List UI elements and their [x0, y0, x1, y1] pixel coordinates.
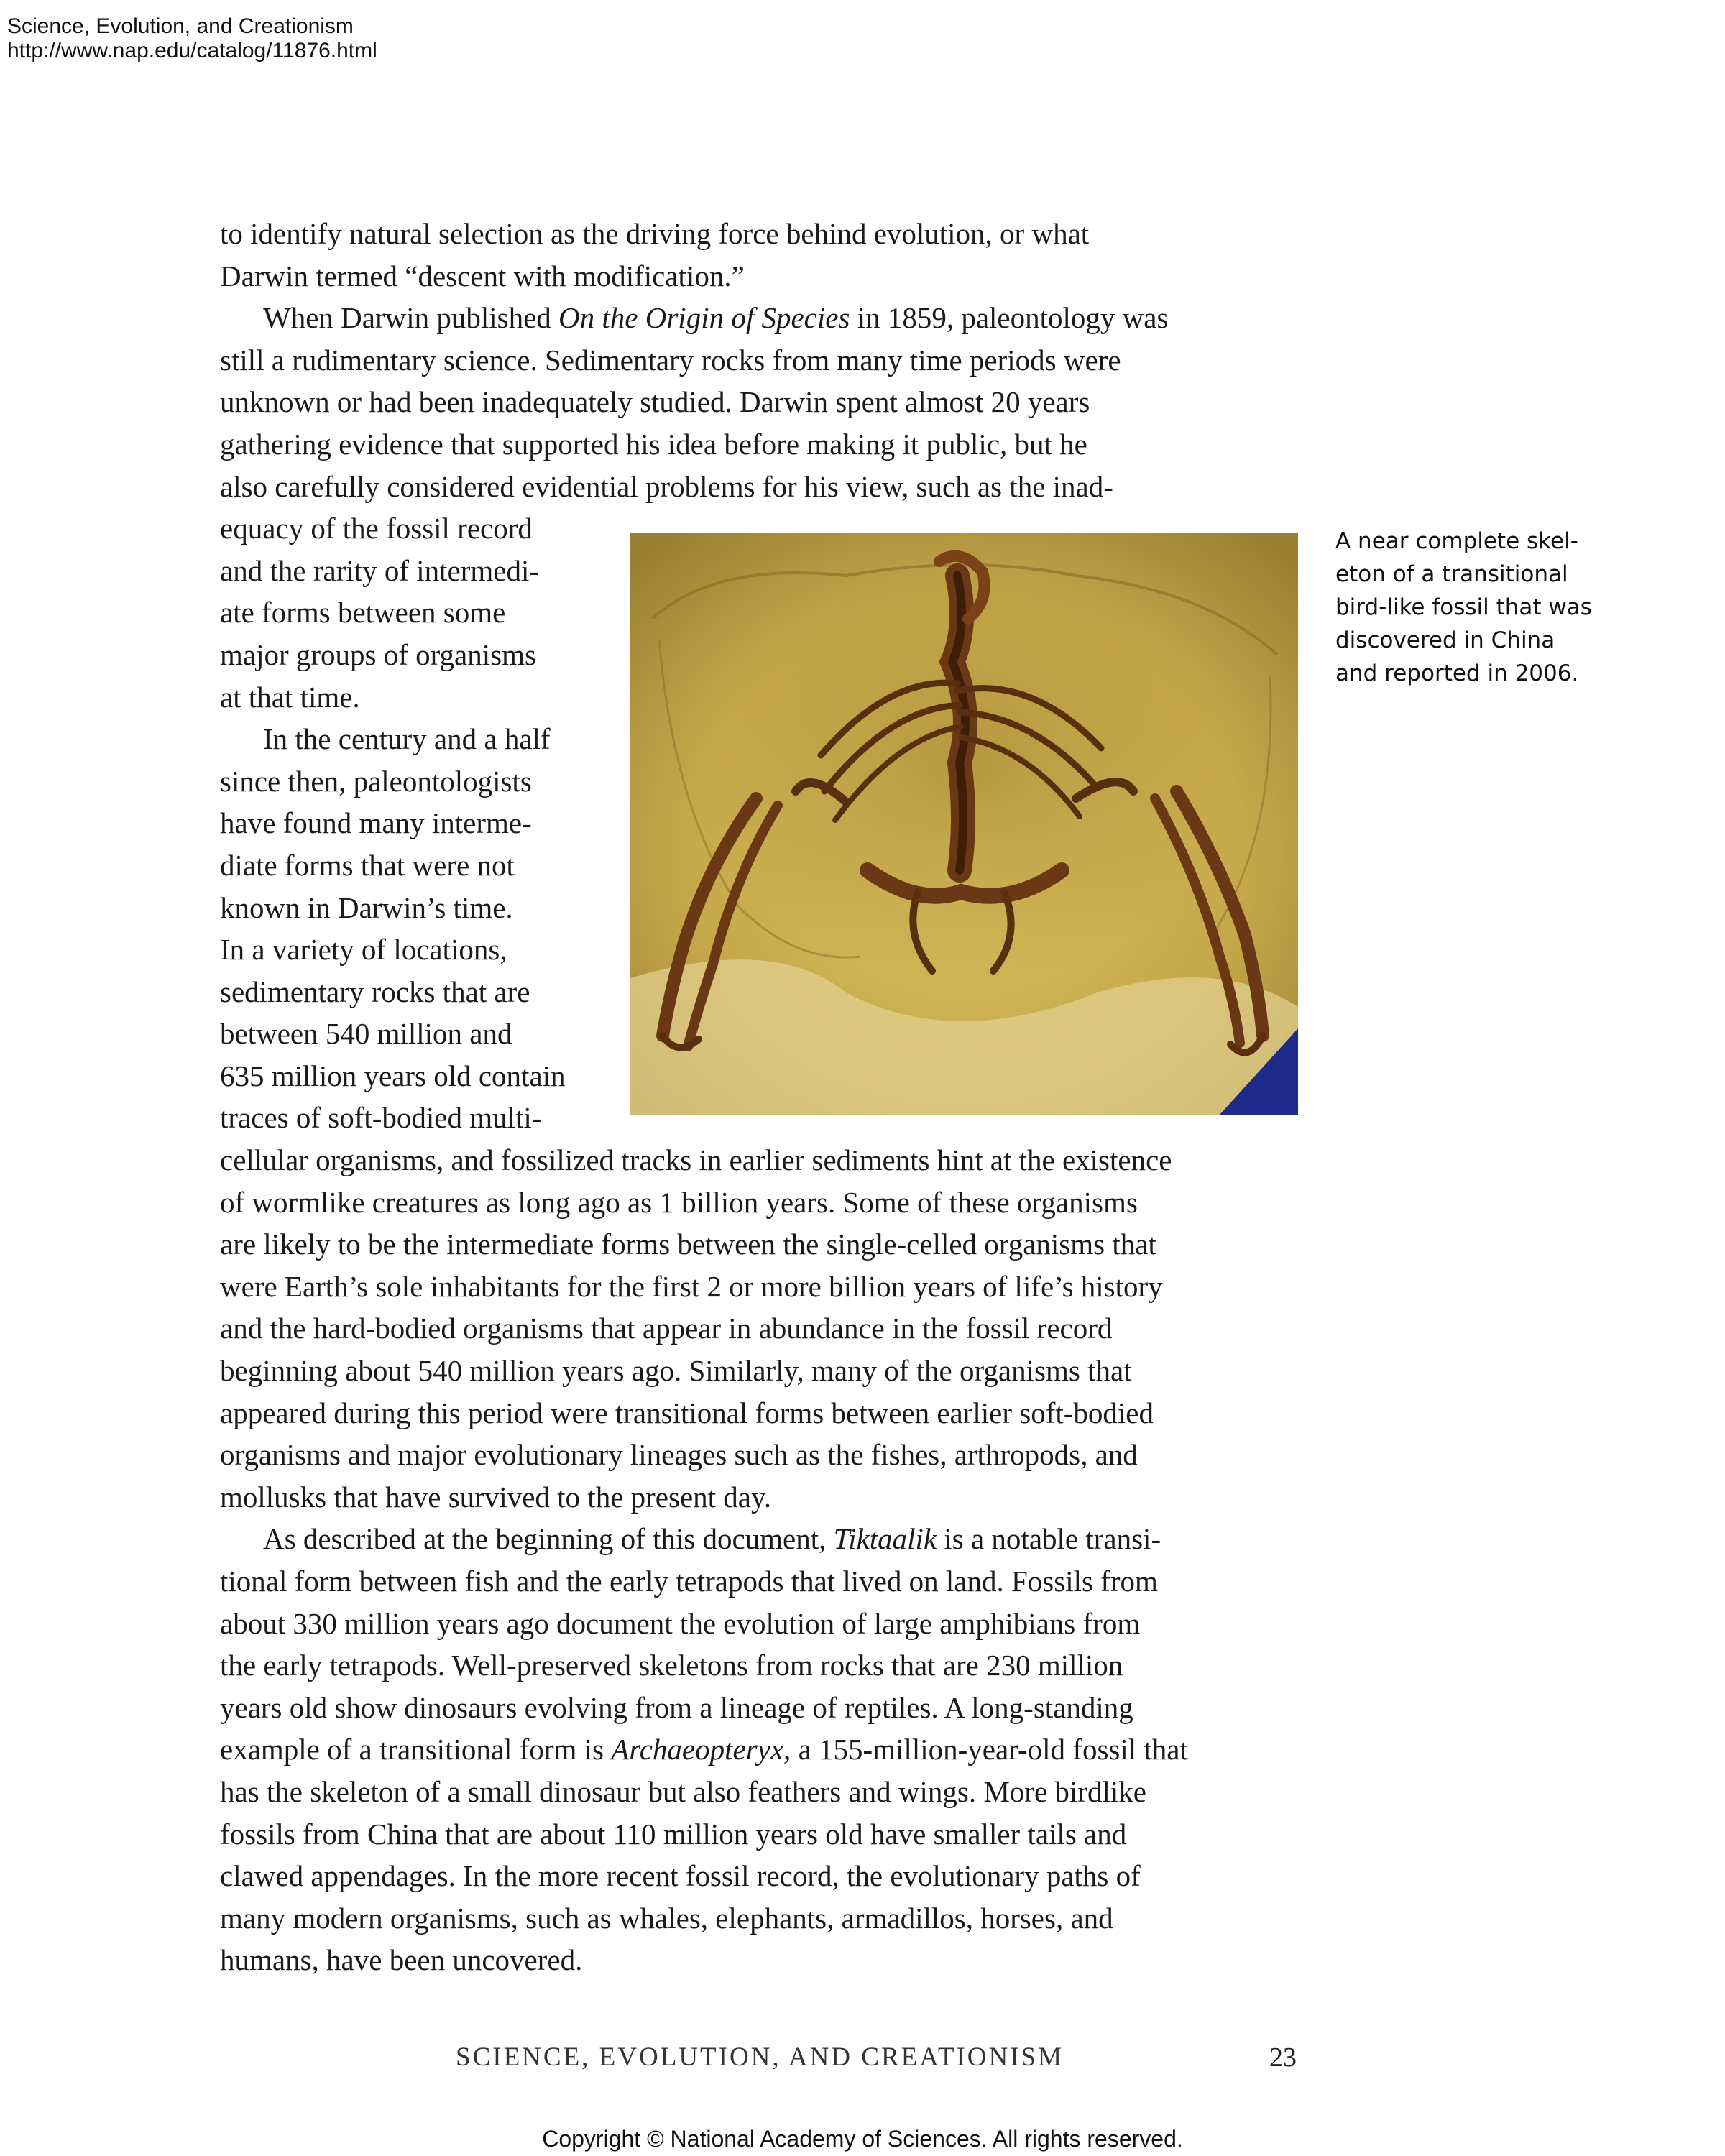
genus-name: Tiktaalik — [833, 1522, 937, 1556]
text-line: have found many interme- — [220, 806, 532, 840]
caption-line: and reported in 2006. — [1335, 660, 1579, 686]
text-line: are likely to be the intermediate forms between the single-celled organisms that — [220, 1227, 1156, 1261]
text-line: of wormlike creatures as long ago as 1 billion years. Some of these organisms — [220, 1185, 1138, 1219]
text-line: fossils from China that are about 110 million years old have smaller tails and — [220, 1817, 1127, 1851]
text-line: diate forms that were not — [220, 848, 515, 882]
book-title: On the Origin of Species — [558, 301, 850, 335]
text-line: the early tetrapods. Well-preserved skeletons from rocks that are 230 million — [220, 1649, 1123, 1682]
header-title: Science, Evolution, and Creationism — [7, 14, 354, 38]
text-line: has the skeleton of a small dinosaur but also feathers and wings. More birdlike — [220, 1774, 1146, 1808]
text-line: traces of soft-bodied multi- — [220, 1101, 542, 1135]
header-url[interactable]: http://www.nap.edu/catalog/11876.html — [7, 39, 377, 63]
text-line: mollusks that have survived to the present day. — [220, 1480, 772, 1514]
copyright-notice: Copyright © National Academy of Sciences. All rights reserved. — [542, 2126, 1183, 2152]
caption-line: bird-like fossil that was — [1335, 594, 1592, 620]
fossil-bird-icon — [630, 533, 1298, 1115]
text-line: Darwin termed “descent with modification.” — [220, 259, 745, 292]
text-line: since then, paleontologists — [220, 764, 532, 798]
text-line: unknown or had been inadequately studied. Darwin spent almost 20 years — [220, 385, 1090, 419]
text-line: As described at the beginning of this document, Tiktaalik is a notable transi- — [263, 1522, 1162, 1556]
text-line: and the hard-bodied organisms that appear in abundance in the fossil record — [220, 1312, 1113, 1345]
text-line: In a variety of locations, — [220, 933, 507, 967]
text-line: at that time. — [220, 680, 360, 714]
text-line: between 540 million and — [220, 1017, 512, 1051]
text-line: still a rudimentary science. Sedimentary rocks from many time periods were — [220, 343, 1121, 377]
genus-name: Archaeopteryx, — [611, 1733, 791, 1766]
text-line: example of a transitional form is Archaeopteryx, a 155-million-year-old fossil that — [220, 1733, 1188, 1766]
text-line: tional form between fish and the early tetrapods that lived on land. Fossils from — [220, 1565, 1158, 1598]
text-line: cellular organisms, and fossilized tracks in earlier sediments hint at the existence — [220, 1143, 1172, 1177]
fossil-photo — [630, 533, 1298, 1115]
text-line: clawed appendages. In the more recent fossil record, the evolutionary paths of — [220, 1859, 1141, 1893]
running-header — [7, 14, 377, 63]
text-line: also carefully considered evidential problems for his view, such as the inad- — [220, 469, 1113, 503]
footer-title: SCIENCE, EVOLUTION, AND CREATIONISM — [456, 2042, 1064, 2072]
text-line: organisms and major evolutionary lineages such as the fishes, arthropods, and — [220, 1438, 1138, 1472]
text-line: major groups of organisms — [220, 637, 536, 671]
text-line: about 330 million years ago document the evolution of large amphibians from — [220, 1606, 1141, 1640]
text-line: sedimentary rocks that are — [220, 975, 530, 1008]
text-line: appeared during this period were transitional forms between earlier soft-bodied — [220, 1396, 1154, 1429]
figure-caption — [1335, 525, 1637, 690]
text-line: 635 million years old contain — [220, 1059, 566, 1092]
caption-line: A near complete skel- — [1335, 528, 1578, 554]
text-line: humans, have been uncovered. — [220, 1943, 583, 1977]
text-line: When Darwin published On the Origin of Species in 1859, paleontology was — [263, 301, 1169, 335]
text-line: gathering evidence that supported his idea before making it public, but he — [220, 427, 1087, 461]
caption-line: eton of a transitional — [1335, 561, 1568, 587]
page-number: 23 — [1269, 2042, 1297, 2073]
text-line: equacy of the fossil record — [220, 512, 533, 545]
text-line: known in Darwin’s time. — [220, 890, 513, 924]
text-line: In the century and a half — [263, 722, 551, 756]
text-line: to identify natural selection as the driving force behind evolution, or what — [220, 217, 1090, 250]
text-line: many modern organisms, such as whales, elephants, armadillos, horses, and — [220, 1901, 1113, 1935]
text-line: ate forms between some — [220, 596, 506, 630]
text-line: beginning about 540 million years ago. Similarly, many of the organisms that — [220, 1354, 1132, 1388]
text-line: were Earth’s sole inhabitants for the first 2 or more billion years of life’s history — [220, 1269, 1163, 1303]
text-line: and the rarity of intermedi- — [220, 553, 539, 587]
text-line: years old show dinosaurs evolving from a lineage of reptiles. A long-standing — [220, 1690, 1133, 1724]
caption-line: discovered in China — [1335, 627, 1555, 653]
